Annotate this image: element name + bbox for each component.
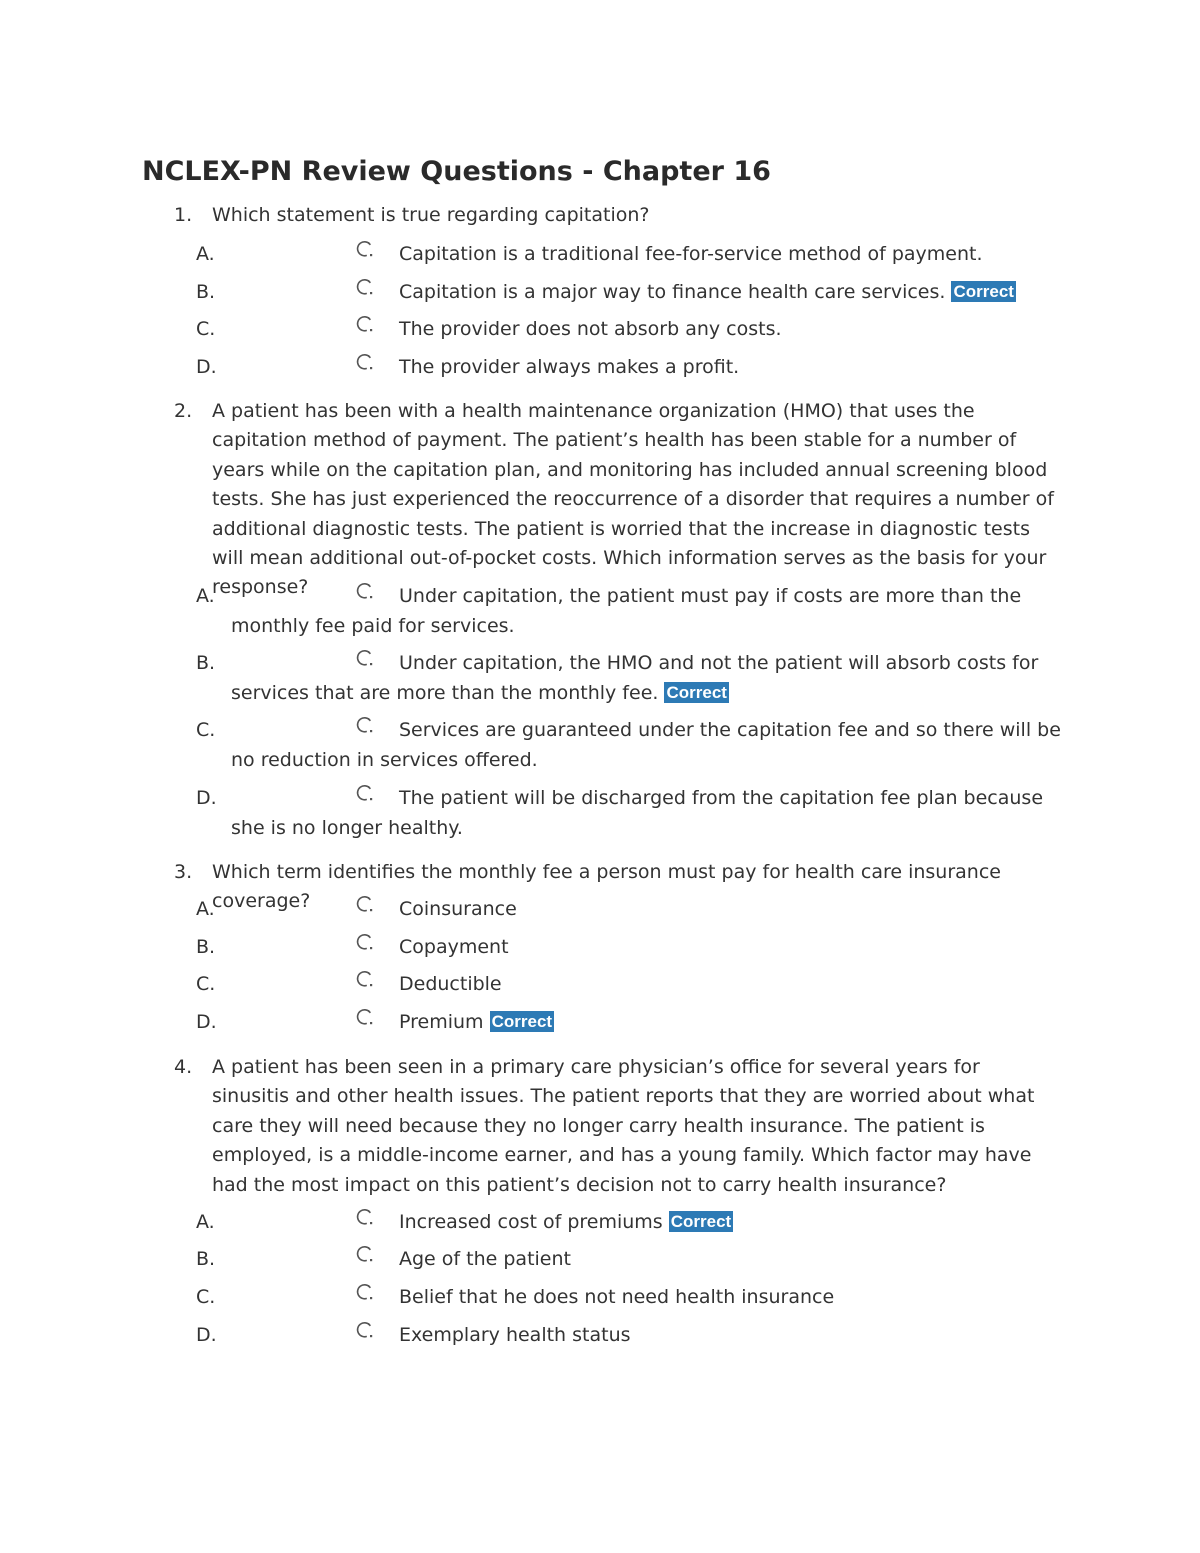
option-text: Belief that he does not need health insurance — [399, 1286, 835, 1308]
option-text: The provider does not absorb any costs. — [399, 318, 782, 340]
option-letter: A. — [196, 243, 215, 265]
question-text: Which term identifies the monthly fee a person must pay for health care insurance coverage? — [212, 861, 1001, 913]
option-text: The patient will be discharged from the capitation fee plan because she is no longer healthy. — [231, 787, 1044, 839]
question-number: 3. — [174, 861, 193, 883]
option-letter: A. — [196, 585, 215, 607]
option-letter: B. — [196, 1248, 216, 1270]
option-text: Copayment — [399, 936, 509, 958]
option-text: Exemplary health status — [399, 1324, 631, 1346]
option-letter: D. — [196, 1324, 217, 1346]
correct-badge: Correct — [953, 282, 1014, 301]
option-letter: C. — [196, 1286, 216, 1308]
correct-badge: Correct — [670, 1212, 732, 1231]
question-text: A patient has been seen in a primary care physician’s office for several years for sinusitis and other health issues. The patient reports that they are worried about what care they will need because they no longer carry health insurance. The patient is employed, is a middle-income earner, and has a young family. Which factor may have had the most impact on this patient’s decision not to carry health insurance? — [212, 1056, 1035, 1196]
option-text: Under capitation, the patient must pay if costs are more than the monthly fee paid for services. — [231, 585, 1022, 637]
option-text: Capitation is a major way to finance health care services. Correct — [399, 281, 1014, 303]
option-letter: D. — [196, 356, 217, 378]
option-letter: A. — [196, 1211, 215, 1233]
question-number: 1. — [174, 204, 193, 226]
option-letter: C. — [196, 973, 216, 995]
option-letter: B. — [196, 281, 216, 303]
option-text: Age of the patient — [399, 1248, 571, 1270]
option-text: The provider always makes a profit. — [399, 356, 740, 378]
question-text: Which statement is true regarding capitation? — [212, 204, 650, 226]
correct-badge: Correct — [491, 1012, 553, 1031]
question-number: 2. — [174, 400, 193, 422]
option-letter: B. — [196, 936, 216, 958]
option-text: Services are guaranteed under the capitation fee and so there will be no reduction in services offered. — [231, 719, 1061, 771]
option-letter: C. — [196, 318, 216, 340]
question-number: 4. — [174, 1056, 193, 1078]
option-text: Premium Correct — [399, 1011, 553, 1033]
correct-badge: Correct — [666, 683, 727, 702]
option-letter: A. — [196, 898, 215, 920]
option-text: Increased cost of premiums Correct — [399, 1211, 732, 1233]
option-letter: C. — [196, 719, 216, 741]
option-letter: D. — [196, 1011, 217, 1033]
option-text: Deductible — [399, 973, 502, 995]
option-text: Coinsurance — [399, 898, 517, 920]
page-title: NCLEX-PN Review Questions - Chapter 16 — [142, 156, 771, 187]
option-text: Capitation is a traditional fee-for-service method of payment. — [399, 243, 983, 265]
option-text: Under capitation, the HMO and not the patient will absorb costs for services that are more than the monthly fee. Correct — [231, 652, 1039, 704]
question-text: A patient has been with a health maintenance organization (HMO) that uses the capitation method of payment. The patient’s health has been stable for a number of years while on the capitation plan, and monitoring has included annual screening blood tests. She has just experienced the reoccurrence of a disorder that requires a number of additional diagnostic tests. The patient is worried that the increase in diagnostic tests will mean additional out-of-pocket costs. Which information serves as the basis for your response? — [212, 400, 1054, 599]
option-letter: D. — [196, 787, 217, 809]
option-letter: B. — [196, 652, 216, 674]
